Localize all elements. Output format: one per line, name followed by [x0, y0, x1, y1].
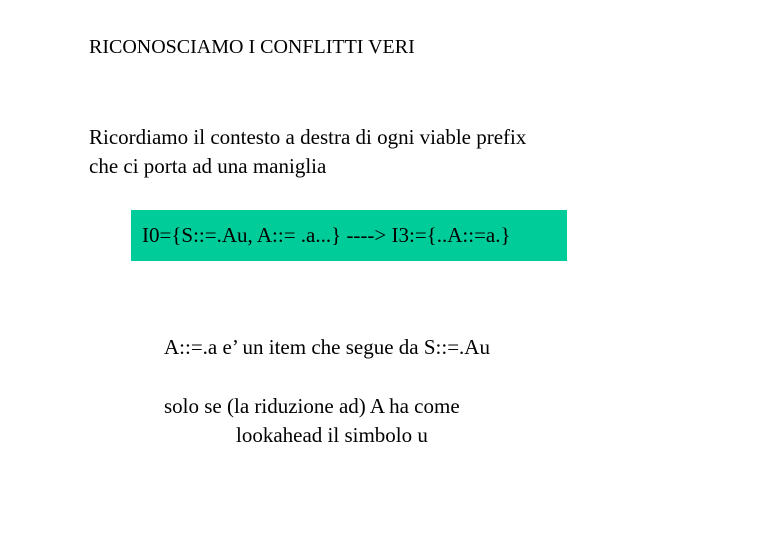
intro-line-1: Ricordiamo il contesto a destra di ogni viable prefix	[89, 125, 527, 149]
intro-line-2: che ci porta ad una maniglia	[89, 154, 327, 178]
condition-paragraph	[164, 392, 460, 450]
highlighted-transition-text: I0={S::=.Au, A::= .a...} ----> I3:={..A::=a.}	[142, 223, 511, 247]
condition-line-2: lookahead il simbolo u	[236, 423, 428, 447]
intro-paragraph	[89, 123, 526, 181]
item-statement: A::=.a e’ un item che segue da S::=.Au	[164, 335, 490, 359]
condition-line-1: solo se (la riduzione ad) A ha come	[164, 394, 460, 418]
slide-title: RICONOSCIAMO I CONFLITTI VERI	[89, 36, 415, 58]
highlighted-transition-box	[131, 210, 567, 261]
